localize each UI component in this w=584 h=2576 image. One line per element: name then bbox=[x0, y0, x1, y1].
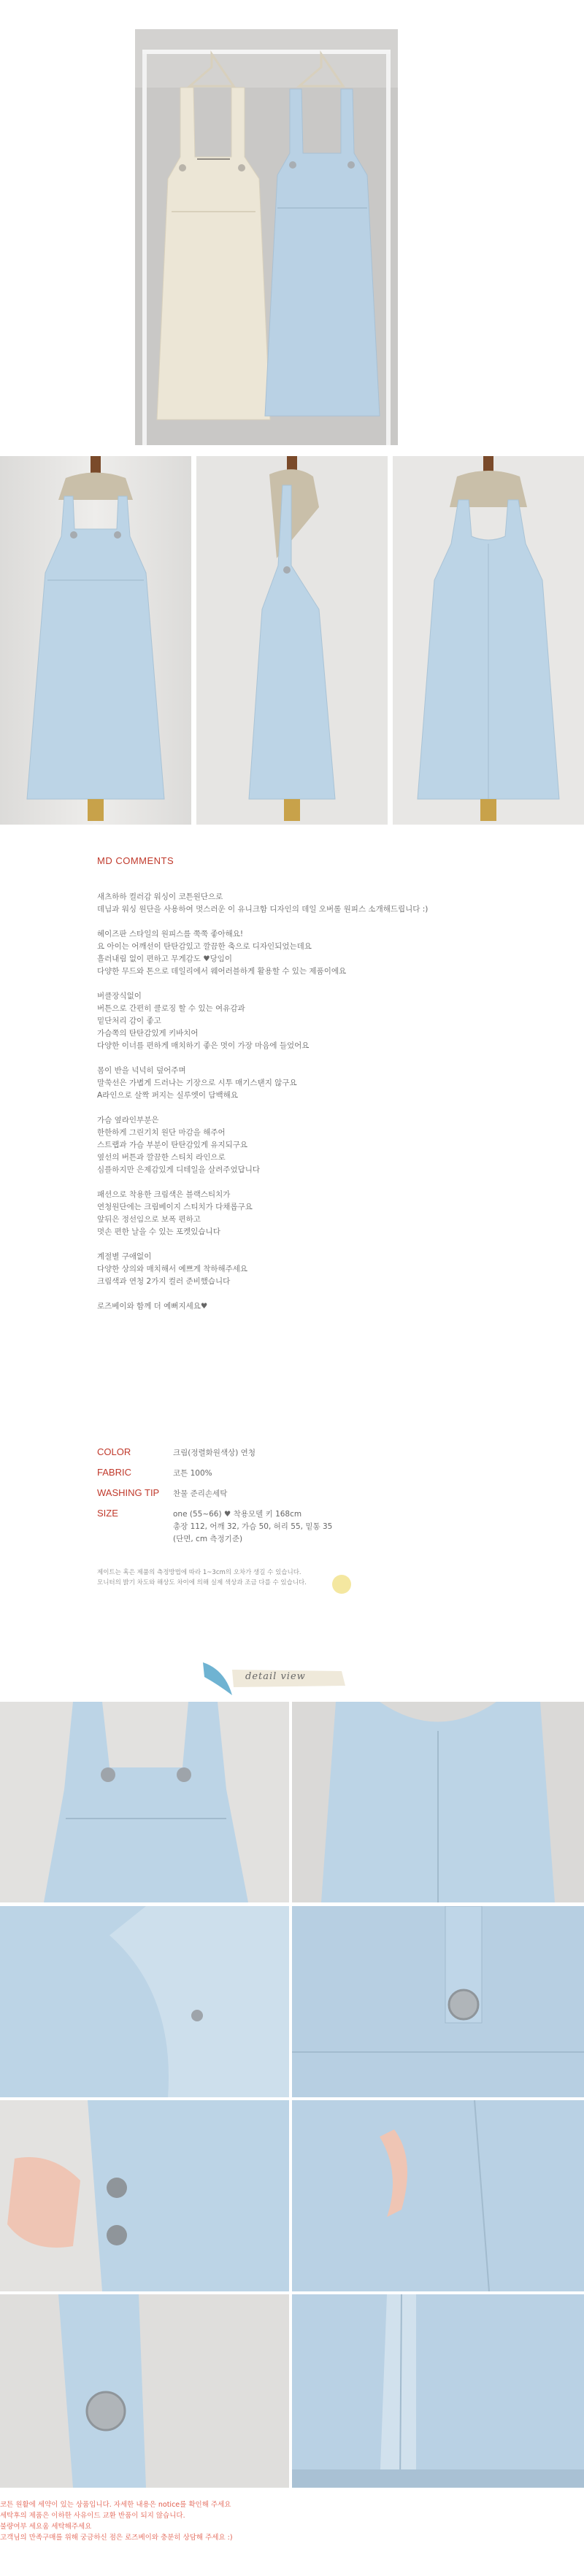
size-line: 총장 112, 어깨 32, 가슴 50, 허리 55, 밑통 35 bbox=[173, 1522, 333, 1531]
md-line: 버튼으로 간편히 클로징 할 수 있는 여유감과 bbox=[97, 1004, 245, 1013]
md-paragraph bbox=[97, 891, 506, 916]
detail-view-badge bbox=[196, 1655, 356, 1699]
md-line: 계절별 구애없이 bbox=[97, 1252, 152, 1261]
mannequin-front-photo bbox=[0, 456, 191, 825]
md-line: 연청원단에는 크림베이지 스티치가 다채롭구요 bbox=[97, 1203, 253, 1211]
md-paragraph bbox=[97, 990, 506, 1052]
md-paragraph bbox=[97, 1114, 506, 1176]
detail-photo-side bbox=[0, 1906, 289, 2097]
washing-label: WASHING TIP bbox=[97, 1487, 160, 1498]
md-line: 크림색과 연청 2가지 컬러 준비했습니다 bbox=[97, 1277, 231, 1286]
md-line: 데님과 워싱 원단을 사용하여 멋스러운 이 유니크함 디자인의 데일 오버롤 원피스 소개해드립니다 :) bbox=[97, 905, 429, 914]
md-line: 헤이즈판 스타일의 원피스를 쭉쭉 좋아해요! bbox=[97, 930, 244, 938]
md-line: 흘러내림 없이 편하고 무게감도 ♥당임이 bbox=[97, 955, 233, 963]
md-line: 다양한 무드와 톤으로 데일리에서 웨어러블하게 활용할 수 있는 제품이에요 bbox=[97, 967, 347, 976]
detail-view-label: detail view bbox=[245, 1671, 306, 1682]
md-line: 버클장식없이 bbox=[97, 992, 142, 1000]
md-line: 스트랩과 가슴 부분이 탄탄감있게 유지되구요 bbox=[97, 1141, 248, 1149]
footer-line: 코튼 원활에 세약이 있는 상품입니다. 자세한 내용은 notice를 확인해 주세요 bbox=[0, 2501, 231, 2509]
color-label: COLOR bbox=[97, 1446, 131, 1457]
hero-hanging-photo bbox=[135, 29, 398, 445]
md-line: 밑단처리 감이 좋고 bbox=[97, 1017, 161, 1025]
size-row bbox=[97, 1508, 477, 1546]
washing-value: 찬물 준리손세탁 bbox=[173, 1489, 228, 1498]
md-comments-title: MD COMMENTS bbox=[97, 855, 174, 866]
md-paragraph bbox=[97, 1065, 506, 1102]
size-line: one (55~66) ♥ 착용모델 키 168cm bbox=[173, 1510, 302, 1519]
detail-photo-strap-closeup bbox=[0, 2294, 289, 2488]
md-comments-body bbox=[97, 891, 506, 1313]
md-line: 앞뒤은 정선임으로 보폭 편하고 bbox=[97, 1215, 201, 1224]
footer-line: 고객님의 만족구매를 위해 궁금하신 점은 로즈베이와 충분히 상담해 주세요 :) bbox=[0, 2534, 233, 2542]
color-row bbox=[97, 1446, 477, 1458]
color-value: 크림(정렬화원색상) 연청 bbox=[173, 1449, 256, 1457]
md-line: 가슴 옆라인부분은 bbox=[97, 1116, 159, 1125]
md-line: 다양한 이너를 편하게 매치하기 좋은 멋이 가장 마음에 들었어요 bbox=[97, 1041, 310, 1050]
md-line: 요 아이는 어깨선이 탄탄감있고 깔끔한 축으로 디자인되었는데요 bbox=[97, 942, 312, 951]
detail-photo-side-buttons bbox=[0, 2100, 289, 2291]
md-line: 한한하게 그린기치 원단 마감을 해주어 bbox=[97, 1128, 226, 1137]
md-line: 몸이 반을 넉넉히 덮어주며 bbox=[97, 1066, 186, 1075]
note-line: 모니터의 밝기 차도와 해상도 차이에 의해 실제 색상과 조금 다를 수 있습니다. bbox=[97, 1579, 307, 1586]
md-comments-section bbox=[97, 855, 506, 1325]
mannequin-side-photo bbox=[196, 456, 388, 825]
md-line: 말쑥선은 가볍게 드러나는 기장으로 시투 매기스탠지 않구요 bbox=[97, 1079, 297, 1087]
washing-row bbox=[97, 1487, 477, 1499]
md-line: 멋손 편한 날을 수 있는 포켓있습니다 bbox=[97, 1227, 220, 1236]
fabric-row bbox=[97, 1467, 477, 1478]
size-line: (단면, cm 측정기준) bbox=[173, 1535, 243, 1543]
product-info bbox=[97, 1446, 477, 1554]
measurement-note bbox=[97, 1567, 418, 1588]
highlight-dot bbox=[332, 1575, 351, 1594]
note-line: 제이트는 혹은 제품의 측정방법에 따라 1~3cm의 오차가 생길 수 있습니다. bbox=[97, 1569, 301, 1576]
detail-photo-strap-button bbox=[292, 1906, 584, 2097]
detail-photo-back bbox=[292, 1702, 584, 1902]
md-line: 다양한 상의와 매치해서 예쁘게 착하해주세요 bbox=[97, 1265, 248, 1273]
md-paragraph bbox=[97, 928, 506, 978]
size-values bbox=[173, 1508, 332, 1546]
detail-photo-fabric bbox=[292, 2100, 584, 2291]
footer-notice bbox=[0, 2499, 584, 2543]
fabric-label: FABRIC bbox=[97, 1467, 131, 1478]
md-line: 패션으로 착용한 크림색은 블랙스티치가 bbox=[97, 1190, 231, 1199]
md-paragraph bbox=[97, 1300, 506, 1313]
md-line: 가슴쪽의 탄탄감있게 키바치어 bbox=[97, 1029, 199, 1038]
md-line: 심플하지만 은제감있게 디테일을 살려주었답니다 bbox=[97, 1165, 261, 1174]
md-line: 옆선의 버튼과 깔끔한 스티치 라인으로 bbox=[97, 1153, 226, 1162]
fabric-value: 코튼 100% bbox=[173, 1469, 212, 1478]
footer-line: 세탁후의 제품은 이하한 사유이드 교환 반품이 되지 않습니다. bbox=[0, 2512, 185, 2520]
md-line: 새츠하하 컬러감 워싱이 코튼원단으로 bbox=[97, 892, 223, 901]
md-paragraph bbox=[97, 1189, 506, 1238]
footer-line: 불량여부 세요움 세탁해주세요 bbox=[0, 2523, 92, 2531]
md-paragraph bbox=[97, 1251, 506, 1288]
md-line: 로즈베이와 함께 더 예뻐지세요♥ bbox=[97, 1302, 208, 1311]
mannequin-back-photo bbox=[393, 456, 584, 825]
detail-photo-hem bbox=[292, 2294, 584, 2488]
size-label: SIZE bbox=[97, 1508, 118, 1519]
detail-photo-front-strap bbox=[0, 1702, 289, 1902]
md-line: A라인으로 살짝 퍼지는 실루엣이 담백해요 bbox=[97, 1091, 238, 1100]
